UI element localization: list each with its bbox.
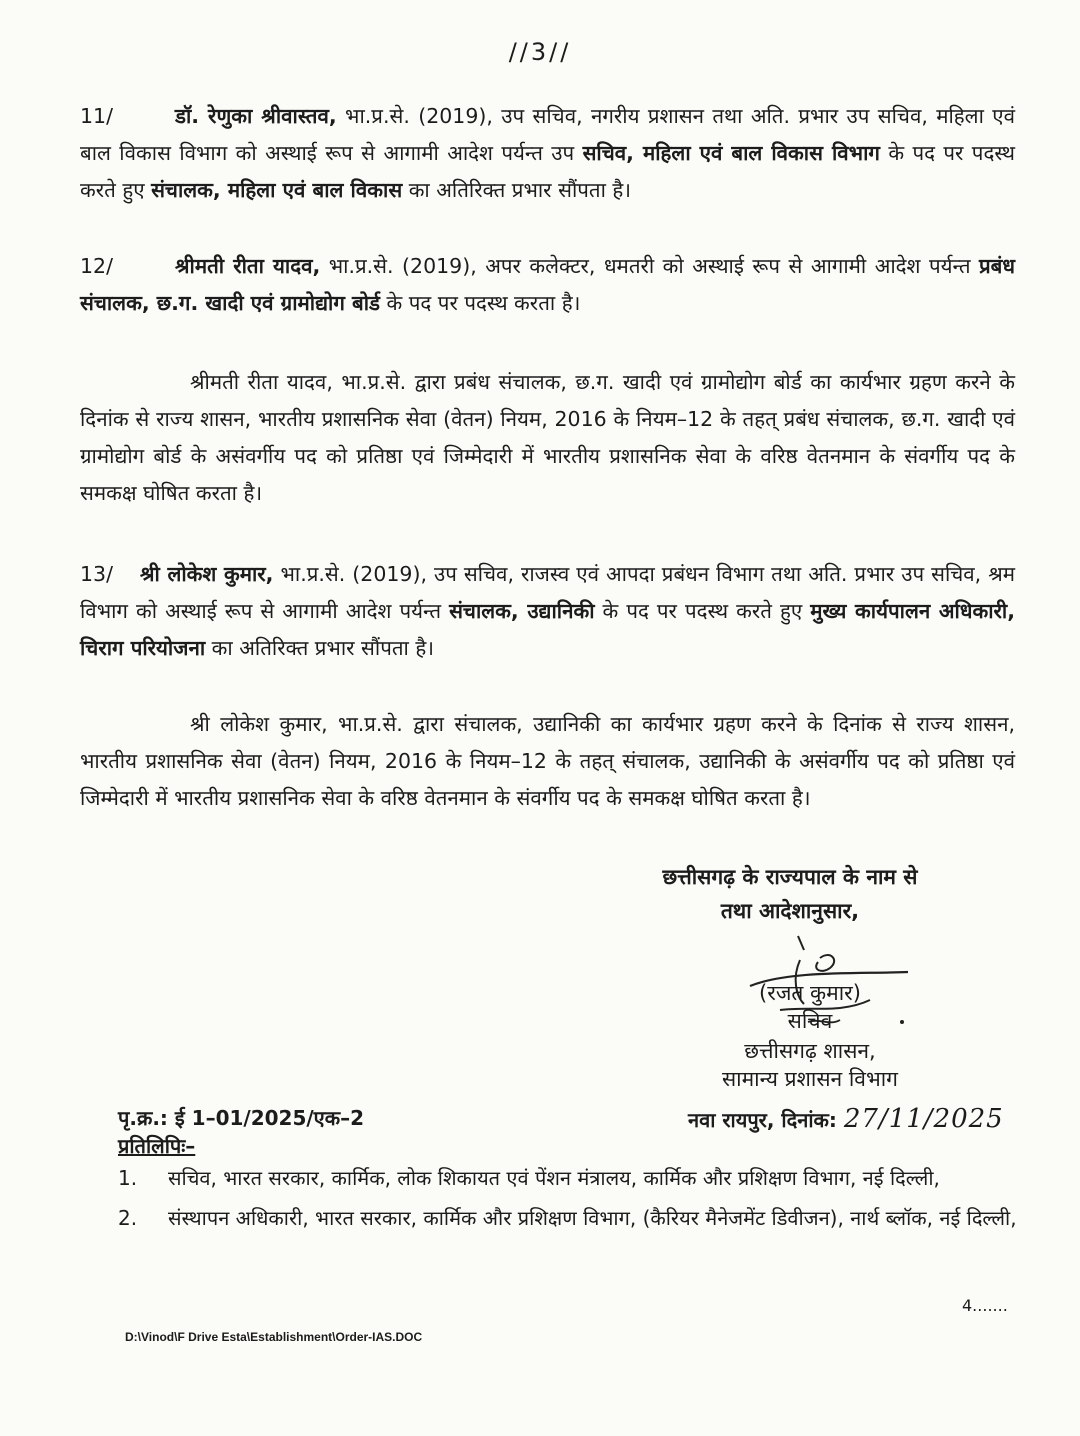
- list-item-text: सचिव, भारत सरकार, कार्मिक, लोक शिकायत एवं पेंशन मंत्रालय, कार्मिक और प्रशिक्षण विभाग, नई दिल्ली,: [168, 1166, 940, 1190]
- additional-charge: मुख्य कार्यपालन अधिकारी, चिराग परियोजना: [80, 599, 1015, 660]
- item-number: 11/: [80, 104, 113, 128]
- order-item-13-equivalence: श्री लोकेश कुमार, भा.प्र.से. द्वारा संचालक, उद्यानिकी का कार्यभार ग्रहण करने के दिनांक से राज्य शासन, भारतीय प्रशासनिक सेवा (वेतन) नियम, 2016 के नियम–12 के तहत् संचालक, उद्यानिकी के असंवर्गीय पद को प्रतिष्ठा एवं जिम्मेदारी में भारतीय प्रशासनिक सेवा के वरिष्ठ वेतनमान के संवर्गीय पद के समकक्ष घोषित करता है।: [80, 712, 1015, 810]
- continued-marker: 4.......: [962, 1296, 1008, 1315]
- copy-to-heading: प्रतिलिपिः–: [118, 1134, 196, 1158]
- authority-line-2: तथा आदेशानुसार,: [720, 899, 860, 923]
- posting-title: सचिव, महिला एवं बाल विकास विभाग: [582, 141, 880, 165]
- reference-number: पृ.क्र.: ई 1–01/2025/एक–2: [118, 1106, 365, 1130]
- order-item-12: 12/ श्रीमती रीता यादव, भा.प्र.से. (2019), अपर कलेक्टर, धमतरी को अस्थाई रूप से आगामी आदेश पर्यन्त प्रबंध संचालक, छ.ग. खादी एवं ग्रामोद्योग बोर्ड के पद पर पदस्थ करता है।: [80, 248, 1015, 322]
- authority-line: [600, 860, 980, 928]
- page-number-heading: //3//: [508, 38, 572, 66]
- copy-to-list: [118, 1162, 1018, 1242]
- signature-area: [680, 930, 940, 1090]
- signatory-name: (रजत कुमार): [759, 981, 861, 1005]
- place-label: नवा रायपुर, दिनांक:: [688, 1108, 837, 1132]
- list-item-number: 2.: [118, 1206, 138, 1230]
- place-and-date: [688, 1104, 1004, 1134]
- officer-name: श्री लोकेश कुमार,: [140, 562, 274, 586]
- list-item-number: 1.: [118, 1166, 138, 1190]
- posting-title: प्रबंध संचालक, छ.ग. खादी एवं ग्रामोद्योग बोर्ड: [80, 254, 1015, 315]
- list-item: [118, 1202, 1018, 1234]
- list-item: [118, 1162, 1018, 1194]
- additional-charge: संचालक, महिला एवं बाल विकास: [151, 178, 403, 202]
- order-item-11: 11/ डॉ. रेणुका श्रीवास्तव, भा.प्र.से. (2019), उप सचिव, नगरीय प्रशासन तथा अति. प्रभार उप सचिव, महिला एवं बाल विकास विभाग को अस्थाई रूप से आगामी आदेश पर्यन्त उप सचिव, महिला एवं बाल विकास विभाग के पद पर पदस्थ करते हुए संचालक, महिला एवं बाल विकास का अतिरिक्त प्रभार सौंपता है।: [80, 98, 1015, 209]
- authority-line-1: छत्तीसगढ़ के राज्यपाल के नाम से: [662, 865, 918, 889]
- officer-name: श्रीमती रीता यादव,: [175, 254, 321, 278]
- signatory-designation: सचिव: [787, 1009, 833, 1033]
- signatory-department: सामान्य प्रशासन विभाग: [721, 1067, 899, 1091]
- order-item-13: 13/ श्री लोकेश कुमार, भा.प्र.से. (2019), उप सचिव, राजस्व एवं आपदा प्रबंधन विभाग तथा अति. प्रभार उप सचिव, श्रम विभाग को अस्थाई रूप से आगामी आदेश पर्यन्त संचालक, उद्यानिकी के पद पर पदस्थ करते हुए मुख्य कार्यपालन अधिकारी, चिराग परियोजना का अतिरिक्त प्रभार सौंपता है।: [80, 556, 1015, 667]
- order-item-12-equivalence: श्रीमती रीता यादव, भा.प्र.से. द्वारा प्रबंध संचालक, छ.ग. खादी एवं ग्रामोद्योग बोर्ड का कार्यभार ग्रहण करने के दिनांक से राज्य शासन, भारतीय प्रशासनिक सेवा (वेतन) नियम, 2016 के नियम–12 के तहत् प्रबंध संचालक, छ.ग. खादी एवं ग्रामोद्योग बोर्ड के असंवर्गीय पद को प्रतिष्ठा एवं जिम्मेदारी में भारतीय प्रशासनिक सेवा के वरिष्ठ वेतनमान के संवर्गीय पद के समकक्ष घोषित करता है।: [80, 370, 1015, 505]
- signatory-government: छत्तीसगढ़ शासन,: [744, 1039, 876, 1063]
- list-item-text: संस्थापन अधिकारी, भारत सरकार, कार्मिक और प्रशिक्षण विभाग, (कैरियर मैनेजमेंट डिवीजन), नार्थ ब्लॉक, नई दिल्ली,: [168, 1206, 1017, 1230]
- posting-title: संचालक, उद्यानिकी: [449, 599, 595, 623]
- item-number: 13/: [80, 562, 113, 586]
- handwritten-date: 27/11/2025: [843, 1104, 1004, 1134]
- item-number: 12/: [80, 254, 113, 278]
- officer-name: डॉ. रेणुका श्रीवास्तव,: [175, 104, 337, 128]
- file-path-footer: D:\Vinod\F Drive Esta\Establishment\Order-IAS.DOC: [125, 1330, 423, 1344]
